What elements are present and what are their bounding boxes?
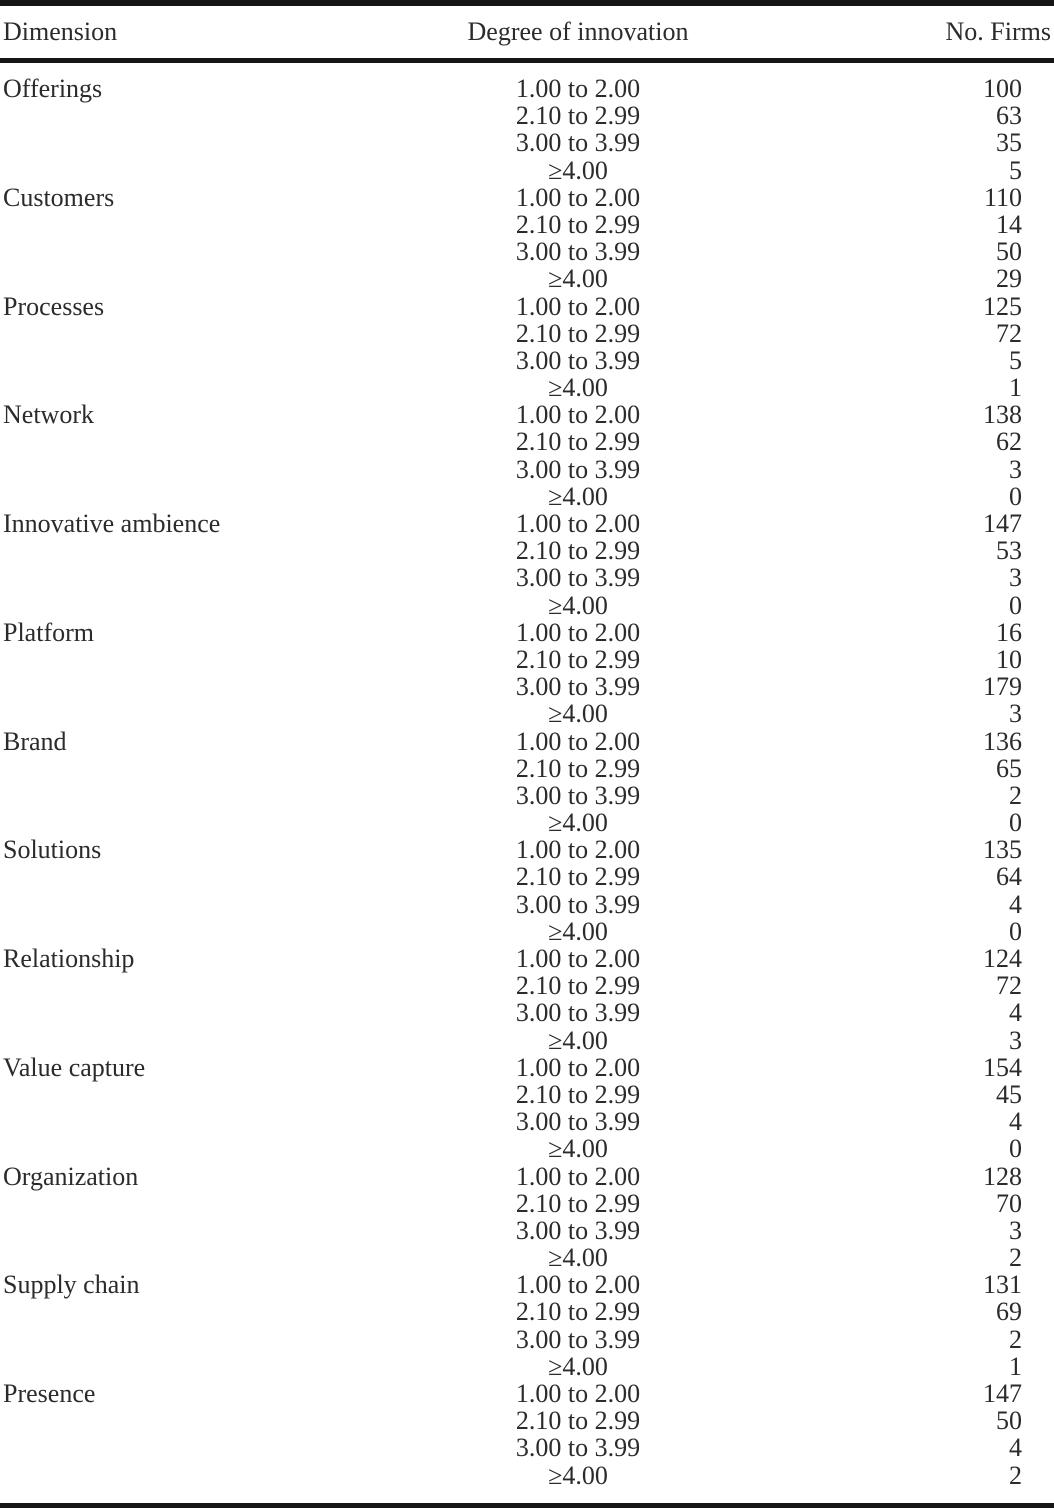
no-firms-cell: 4 xyxy=(1009,1433,1022,1463)
degree-of-innovation-cell: ≥4.00 xyxy=(548,808,608,838)
dimension-cell xyxy=(0,755,330,782)
dimension-cell xyxy=(0,891,330,918)
table-row xyxy=(0,1163,1054,1190)
dimension-cell: Customers xyxy=(3,182,115,212)
degree-of-innovation-cell: 2.10 to 2.99 xyxy=(515,101,641,131)
degree-of-innovation-cell: 2.10 to 2.99 xyxy=(515,318,641,348)
no-firms-cell: 0 xyxy=(1009,590,1022,620)
table-row xyxy=(0,1108,1054,1135)
no-firms-cell: 5 xyxy=(1009,345,1022,375)
dimension-cell xyxy=(0,320,330,347)
no-firms-cell: 154 xyxy=(983,1052,1022,1082)
degree-of-innovation-cell: 1.00 to 2.00 xyxy=(515,1161,641,1191)
table-bottom-rule xyxy=(0,1503,1054,1508)
dimension-cell xyxy=(0,999,330,1026)
table-row xyxy=(0,1298,1054,1325)
degree-of-innovation-cell: 3.00 to 3.99 xyxy=(515,1433,641,1463)
no-firms-cell: 53 xyxy=(996,536,1022,566)
degree-of-innovation-cell: 2.10 to 2.99 xyxy=(515,862,641,892)
no-firms-cell: 136 xyxy=(983,726,1022,756)
dimension-cell xyxy=(0,428,330,455)
no-firms-cell: 62 xyxy=(996,427,1022,457)
degree-of-innovation-cell: 1.00 to 2.00 xyxy=(515,617,641,647)
table-row xyxy=(0,265,1054,292)
no-firms-cell: 128 xyxy=(983,1161,1022,1191)
degree-of-innovation-cell: ≥4.00 xyxy=(548,373,608,403)
table-row xyxy=(0,945,1054,972)
table-row xyxy=(0,537,1054,564)
dimension-cell xyxy=(0,483,330,510)
degree-of-innovation-cell: ≥4.00 xyxy=(548,481,608,511)
degree-of-innovation-cell: 3.00 to 3.99 xyxy=(515,889,641,919)
degree-of-innovation-cell: ≥4.00 xyxy=(548,916,608,946)
dimension-cell xyxy=(0,1190,330,1217)
table-row xyxy=(0,1244,1054,1271)
no-firms-cell: 1 xyxy=(1009,1351,1022,1381)
dimension-cell xyxy=(0,129,330,156)
table-row xyxy=(0,1081,1054,1108)
dimension-cell xyxy=(0,265,330,292)
degree-of-innovation-cell: 2.10 to 2.99 xyxy=(515,427,641,457)
no-firms-cell: 0 xyxy=(1009,916,1022,946)
dimension-cell: Relationship xyxy=(3,944,135,973)
no-firms-cell: 125 xyxy=(983,291,1022,321)
degree-of-innovation-cell: 1.00 to 2.00 xyxy=(515,1270,641,1300)
table-row xyxy=(0,1326,1054,1353)
no-firms-cell: 63 xyxy=(996,101,1022,131)
no-firms-cell: 64 xyxy=(996,862,1022,892)
degree-of-innovation-cell: ≥4.00 xyxy=(548,590,608,620)
table-row xyxy=(0,1027,1054,1054)
no-firms-cell: 72 xyxy=(996,971,1022,1001)
dimension-cell xyxy=(0,592,330,619)
table-row xyxy=(0,755,1054,782)
no-firms-cell: 2 xyxy=(1009,1243,1022,1273)
no-firms-cell: 29 xyxy=(996,264,1022,294)
no-firms-cell: 2 xyxy=(1009,1460,1022,1490)
degree-of-innovation-cell: 3.00 to 3.99 xyxy=(515,780,641,810)
no-firms-cell: 4 xyxy=(1009,889,1022,919)
column-header-degree-of-innovation: Degree of innovation xyxy=(467,17,689,46)
no-firms-cell: 35 xyxy=(996,128,1022,158)
table-row xyxy=(0,456,1054,483)
dimension-cell xyxy=(0,374,330,401)
dimension-cell: Brand xyxy=(3,726,67,756)
degree-of-innovation-cell: 2.10 to 2.99 xyxy=(515,1406,641,1436)
dimension-cell: Value capture xyxy=(3,1052,146,1082)
no-firms-cell: 65 xyxy=(996,753,1022,783)
no-firms-cell: 131 xyxy=(983,1270,1022,1300)
no-firms-cell: 70 xyxy=(996,1188,1022,1218)
table-row xyxy=(0,863,1054,890)
dimension-cell xyxy=(0,564,330,591)
no-firms-cell: 179 xyxy=(983,672,1022,702)
dimension-cell xyxy=(0,347,330,374)
no-firms-cell: 3 xyxy=(1009,1025,1022,1055)
table-row xyxy=(0,836,1054,863)
table-row xyxy=(0,728,1054,755)
no-firms-cell: 50 xyxy=(996,1406,1022,1436)
dimension-cell xyxy=(0,700,330,727)
dimension-cell: Innovative ambience xyxy=(3,509,221,538)
dimension-cell xyxy=(0,1244,330,1271)
no-firms-cell: 0 xyxy=(1009,808,1022,838)
degree-of-innovation-cell: 1.00 to 2.00 xyxy=(515,509,641,538)
degree-of-innovation-cell: ≥4.00 xyxy=(548,264,608,294)
degree-of-innovation-cell: ≥4.00 xyxy=(548,1460,608,1490)
dimension-cell xyxy=(0,972,330,999)
dimension-cell xyxy=(0,1108,330,1135)
column-header-no-firms: No. Firms xyxy=(945,17,1051,46)
table-row xyxy=(0,782,1054,809)
table-row xyxy=(0,1434,1054,1461)
dimension-cell xyxy=(0,1462,330,1489)
table-row xyxy=(0,129,1054,156)
dimension-cell xyxy=(0,1217,330,1244)
table-row xyxy=(0,673,1054,700)
table-row xyxy=(0,1217,1054,1244)
dimension-cell xyxy=(0,157,330,184)
dimension-cell xyxy=(0,918,330,945)
degree-of-innovation-cell: 3.00 to 3.99 xyxy=(515,345,641,375)
table-row xyxy=(0,401,1054,428)
degree-of-innovation-cell: ≥4.00 xyxy=(548,155,608,185)
table-row xyxy=(0,75,1054,102)
dimension-cell xyxy=(0,102,330,129)
dimension-cell xyxy=(0,782,330,809)
table-row xyxy=(0,891,1054,918)
table-row xyxy=(0,564,1054,591)
no-firms-cell: 3 xyxy=(1009,699,1022,729)
degree-of-innovation-cell: 3.00 to 3.99 xyxy=(515,128,641,158)
dimension-cell xyxy=(0,537,330,564)
table-row xyxy=(0,592,1054,619)
table-row xyxy=(0,1380,1054,1407)
degree-of-innovation-cell: 1.00 to 2.00 xyxy=(515,74,641,103)
no-firms-cell: 72 xyxy=(996,318,1022,348)
column-header-dimension: Dimension xyxy=(3,17,118,46)
degree-of-innovation-cell: 3.00 to 3.99 xyxy=(515,1107,641,1137)
degree-of-innovation-cell: ≥4.00 xyxy=(548,1025,608,1055)
degree-of-innovation-cell: 1.00 to 2.00 xyxy=(515,835,641,865)
table-row xyxy=(0,809,1054,836)
dimension-cell xyxy=(0,238,330,265)
dimension-cell xyxy=(0,1434,330,1461)
dimension-cell: Platform xyxy=(3,617,94,647)
degree-of-innovation-cell: 1.00 to 2.00 xyxy=(515,1379,641,1408)
no-firms-cell: 3 xyxy=(1009,454,1022,484)
no-firms-cell: 2 xyxy=(1009,780,1022,810)
degree-of-innovation-cell: 2.10 to 2.99 xyxy=(515,1297,641,1327)
dimension-cell xyxy=(0,456,330,483)
table-row xyxy=(0,646,1054,673)
degree-of-innovation-cell: 2.10 to 2.99 xyxy=(515,644,641,674)
degree-of-innovation-cell: ≥4.00 xyxy=(548,699,608,729)
degree-of-innovation-cell: ≥4.00 xyxy=(548,1351,608,1381)
dimension-cell xyxy=(0,1081,330,1108)
table-row xyxy=(0,1190,1054,1217)
no-firms-cell: 110 xyxy=(983,182,1022,212)
table-row xyxy=(0,1054,1054,1081)
no-firms-cell: 3 xyxy=(1009,563,1022,593)
dimension-cell: Organization xyxy=(3,1161,139,1191)
no-firms-cell: 4 xyxy=(1009,1107,1022,1137)
dimension-cell xyxy=(0,1407,330,1434)
degree-of-innovation-cell: 1.00 to 2.00 xyxy=(515,291,641,321)
table-row xyxy=(0,1407,1054,1434)
degree-of-innovation-cell: 2.10 to 2.99 xyxy=(515,209,641,239)
no-firms-cell: 138 xyxy=(983,400,1022,430)
no-firms-cell: 14 xyxy=(996,209,1022,239)
no-firms-cell: 147 xyxy=(983,509,1022,538)
dimension-cell: Solutions xyxy=(3,835,102,865)
no-firms-cell: 10 xyxy=(996,644,1022,674)
dimension-cell xyxy=(0,646,330,673)
degree-of-innovation-cell: 3.00 to 3.99 xyxy=(515,237,641,267)
table-header-row xyxy=(0,6,1054,58)
degree-of-innovation-cell: 2.10 to 2.99 xyxy=(515,536,641,566)
degree-of-innovation-cell: 3.00 to 3.99 xyxy=(515,454,641,484)
dimension-cell xyxy=(0,1027,330,1054)
degree-of-innovation-cell: 1.00 to 2.00 xyxy=(515,726,641,756)
no-firms-cell: 100 xyxy=(983,74,1022,103)
dimension-cell xyxy=(0,1135,330,1162)
no-firms-cell: 4 xyxy=(1009,998,1022,1028)
table-row xyxy=(0,320,1054,347)
degree-of-innovation-cell: 2.10 to 2.99 xyxy=(515,971,641,1001)
table-body xyxy=(0,63,1054,1489)
table-row xyxy=(0,483,1054,510)
table-row xyxy=(0,293,1054,320)
table-row xyxy=(0,918,1054,945)
dimension-cell xyxy=(0,1326,330,1353)
degree-of-innovation-cell: 1.00 to 2.00 xyxy=(515,400,641,430)
table-row xyxy=(0,700,1054,727)
table-row xyxy=(0,1271,1054,1298)
table-row xyxy=(0,157,1054,184)
degree-of-innovation-cell: 3.00 to 3.99 xyxy=(515,1215,641,1245)
dimension-cell xyxy=(0,863,330,890)
no-firms-cell: 0 xyxy=(1009,1134,1022,1164)
degree-of-innovation-cell: 3.00 to 3.99 xyxy=(515,672,641,702)
no-firms-cell: 5 xyxy=(1009,155,1022,185)
table-row xyxy=(0,428,1054,455)
no-firms-cell: 3 xyxy=(1009,1215,1022,1245)
no-firms-cell: 1 xyxy=(1009,373,1022,403)
dimension-cell xyxy=(0,673,330,700)
degree-of-innovation-cell: 3.00 to 3.99 xyxy=(515,1324,641,1354)
degree-of-innovation-cell: 1.00 to 2.00 xyxy=(515,182,641,212)
dimension-cell: Offerings xyxy=(3,74,103,103)
no-firms-cell: 16 xyxy=(996,617,1022,647)
degree-of-innovation-cell: 2.10 to 2.99 xyxy=(515,1188,641,1218)
table-row xyxy=(0,972,1054,999)
degree-of-innovation-cell: 1.00 to 2.00 xyxy=(515,944,641,973)
table-row xyxy=(0,184,1054,211)
dimension-cell: Supply chain xyxy=(3,1270,140,1300)
dimension-cell xyxy=(0,1353,330,1380)
degree-of-innovation-cell: 2.10 to 2.99 xyxy=(515,753,641,783)
degree-of-innovation-cell: 1.00 to 2.00 xyxy=(515,1052,641,1082)
no-firms-cell: 50 xyxy=(996,237,1022,267)
table-row xyxy=(0,102,1054,129)
degree-of-innovation-cell: 3.00 to 3.99 xyxy=(515,998,641,1028)
no-firms-cell: 135 xyxy=(983,835,1022,865)
dimension-cell xyxy=(0,211,330,238)
degree-of-innovation-cell: ≥4.00 xyxy=(548,1243,608,1273)
table-row xyxy=(0,510,1054,537)
table-row xyxy=(0,1462,1054,1489)
table-row xyxy=(0,1353,1054,1380)
table-row xyxy=(0,238,1054,265)
no-firms-cell: 147 xyxy=(983,1379,1022,1408)
dimension-cell: Presence xyxy=(3,1379,96,1408)
table-row xyxy=(0,374,1054,401)
no-firms-cell: 2 xyxy=(1009,1324,1022,1354)
table-row xyxy=(0,347,1054,374)
dimension-cell xyxy=(0,1298,330,1325)
dimension-cell: Network xyxy=(3,400,94,430)
degree-of-innovation-cell: 2.10 to 2.99 xyxy=(515,1079,641,1109)
dimension-cell: Processes xyxy=(3,291,105,321)
table-row xyxy=(0,999,1054,1026)
no-firms-cell: 69 xyxy=(996,1297,1022,1327)
no-firms-cell: 124 xyxy=(983,944,1022,973)
no-firms-cell: 0 xyxy=(1009,481,1022,511)
table-row xyxy=(0,619,1054,646)
degree-of-innovation-cell: 3.00 to 3.99 xyxy=(515,563,641,593)
no-firms-cell: 45 xyxy=(996,1079,1022,1109)
table-row xyxy=(0,1135,1054,1162)
table-row xyxy=(0,211,1054,238)
degree-of-innovation-cell: ≥4.00 xyxy=(548,1134,608,1164)
dimension-cell xyxy=(0,809,330,836)
